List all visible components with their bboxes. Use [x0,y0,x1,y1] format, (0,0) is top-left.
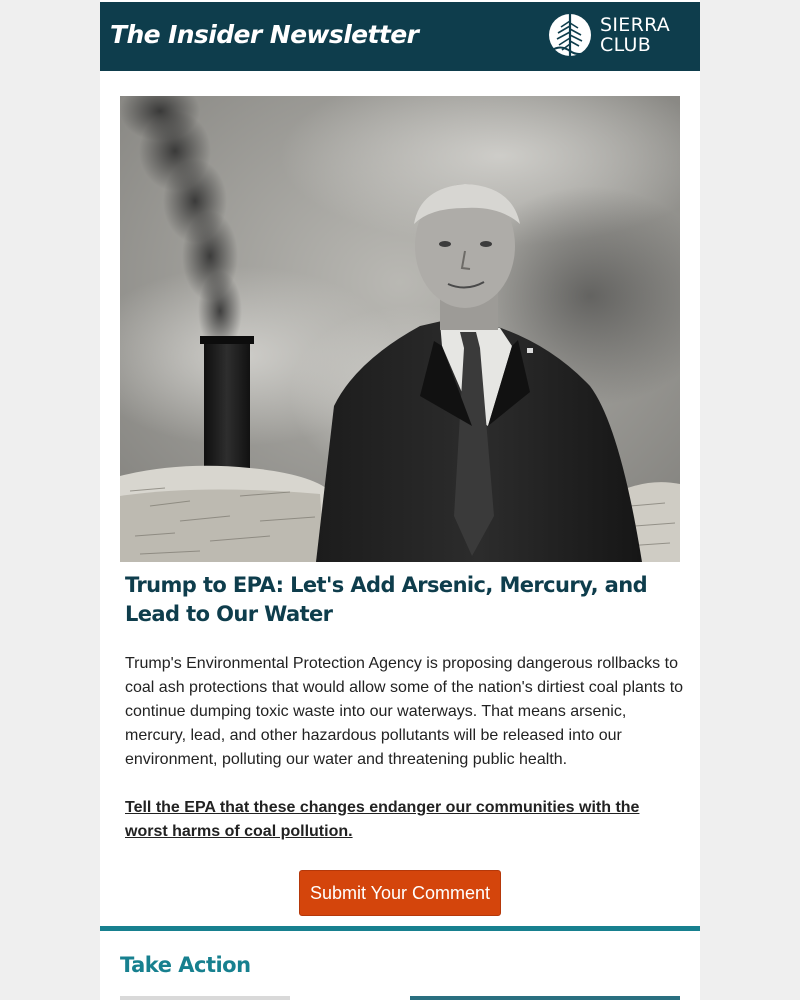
email-container [100,0,700,1000]
take-action-heading: Take Action [120,953,251,977]
newsletter-title: The Insider Newsletter [110,20,419,49]
hero-photo [120,96,680,562]
hero-image[interactable] [120,96,680,562]
submit-comment-button[interactable]: Submit Your Comment [299,870,501,916]
section-divider [100,926,700,931]
logo-line-2: CLUB [600,34,652,56]
article-body: Trump's Environmental Protection Agency is proposing dangerous rollbacks to coal ash protections that would allow some of the nation's dirtiest coal plants to continue dumping toxic waste into our waterways. That means arsenic, mercury, lead, and other hazardous pollutants will be released into our environment, polluting our water and threatening public health. [125,655,684,768]
sierra-club-wordmark [600,15,670,55]
sierra-club-logo[interactable] [548,11,678,61]
next-section-image-right [410,996,680,1000]
sierra-club-tree-icon [548,11,598,61]
tell-epa-link[interactable]: Tell the EPA that these changes endanger our communities with the worst harms of coal pollution. [125,799,640,840]
logo-line-1: SIERRA [600,14,671,36]
article-headline[interactable]: Trump to EPA: Let's Add Arsenic, Mercury, and Lead to Our Water [125,573,648,626]
next-section-image-left [120,996,290,1000]
newsletter-header [100,2,700,71]
